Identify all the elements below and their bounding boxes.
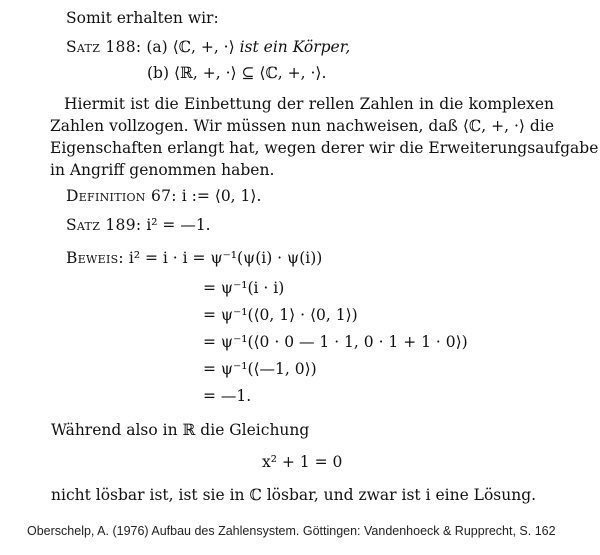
proof-step: = —1.	[203, 387, 252, 405]
satz-188-a-label: (a)	[146, 38, 168, 56]
definition-67-expr: i := ⟨0, 1⟩.	[181, 187, 262, 205]
paragraph-line-3: Eigenschaften erlangt hat, wegen derer wir die Erweiterungsaufgabe	[50, 139, 599, 157]
satz-188-b-label: (b)	[147, 64, 170, 82]
satz-188-b-expr: ⟨ℝ, +, ·⟩ ⊆ ⟨ℂ, +, ·⟩.	[173, 64, 327, 82]
paragraph-line-2: Zahlen vollzogen. Wir müssen nun nachweisen, daß ⟨ℂ, +, ·⟩ die	[50, 117, 554, 135]
satz-189-expr: i² = —1.	[146, 216, 211, 234]
paragraph-line-4: in Angriff genommen haben.	[50, 161, 275, 179]
satz-189-label: Satz 189:	[66, 216, 142, 234]
waehrend-line: Während also in ℝ die Gleichung	[51, 421, 310, 439]
satz-188-label: Satz 188:	[66, 38, 142, 56]
satz-188-a-text: ist ein Körper,	[239, 38, 351, 56]
intro-line: Somit erhalten wir:	[66, 9, 219, 27]
satz-188-line	[66, 37, 350, 57]
proof-step: = ψ⁻¹(⟨0, 1⟩ · ⟨0, 1⟩)	[203, 306, 358, 324]
definition-67-line	[66, 186, 261, 206]
beweis-label: Beweis:	[66, 249, 124, 267]
satz-189-line	[66, 215, 211, 235]
proof-first-line	[66, 248, 322, 268]
equation: x² + 1 = 0	[262, 453, 343, 471]
proof-step: = ψ⁻¹(⟨—1, 0⟩)	[203, 360, 317, 378]
proof-first-expr: i² = i · i = ψ⁻¹(ψ(i) · ψ(i))	[128, 249, 323, 267]
conclusion-line: nicht lösbar ist, ist sie in ℂ lösbar, und zwar ist i eine Lösung.	[51, 486, 537, 504]
source-caption: Oberschelp, A. (1976) Aufbau des Zahlensystem. Göttingen: Vandenhoeck & Rupprecht, S. 162	[27, 524, 556, 538]
definition-67-label: Definition 67:	[66, 187, 177, 205]
paragraph-line-1: Hiermit ist die Einbettung der rellen Zahlen in die komplexen	[64, 95, 554, 113]
satz-188-a-expr: ⟨ℂ, +, ·⟩	[172, 38, 235, 56]
satz-188-b-line	[147, 63, 326, 83]
proof-step: = ψ⁻¹(i · i)	[203, 279, 285, 297]
proof-step: = ψ⁻¹(⟨0 · 0 — 1 · 1, 0 · 1 + 1 · 0⟩)	[203, 333, 468, 351]
